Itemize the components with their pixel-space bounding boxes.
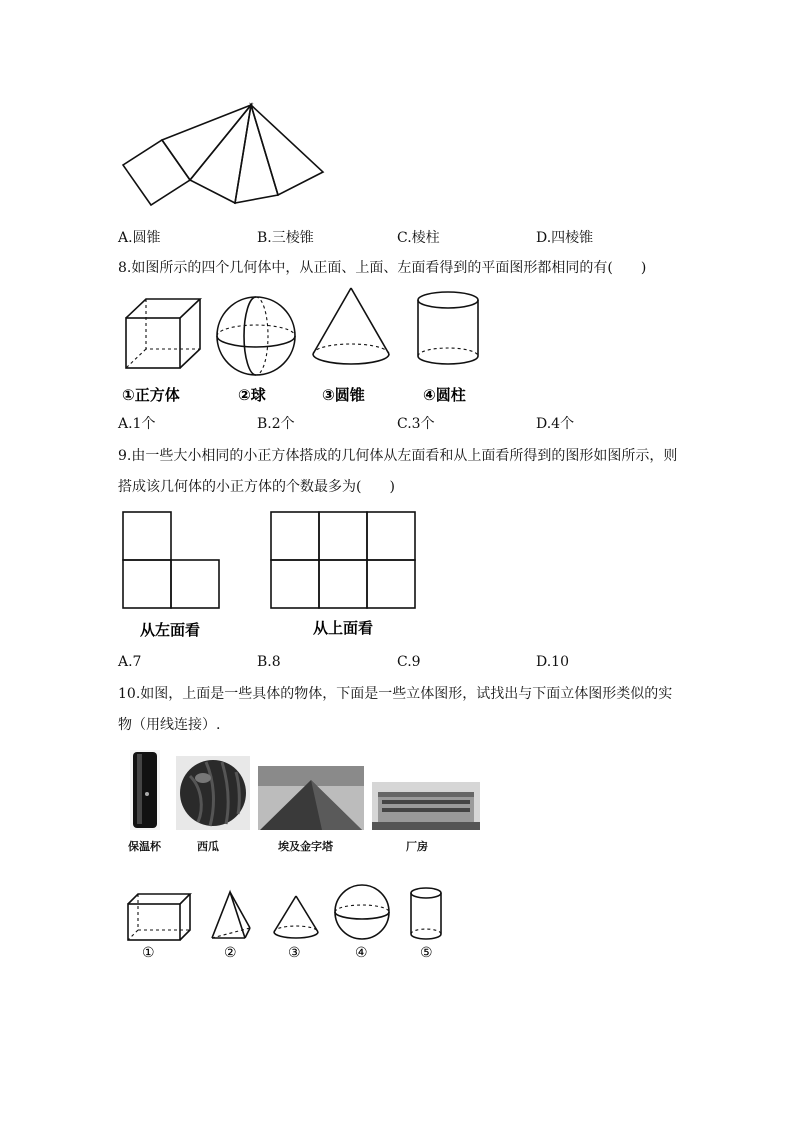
q8-stem: 8.如图所示的四个几何体中，从正面、上面、左面看得到的平面图形都相同的有( ) [118,260,647,276]
q7-option-d: D.四棱锥 [536,230,594,246]
q8-label-cone: ③圆锥 [322,386,365,404]
factory-photo [372,782,480,830]
q9-stem-line1: 9.由一些大小相同的小正方体搭成的几何体从左面看和从上面看所得到的图形如图所示，则 [118,448,678,464]
q8-label-cylinder: ④圆柱 [423,386,466,404]
label-watermelon: 西瓜 [197,840,219,853]
q8-label-sphere: ②球 [238,386,266,404]
q7-option-b: B.三棱锥 [257,230,314,246]
cylinder-solid [418,292,478,364]
small-cone-solid [274,896,318,938]
shape-label-2: ② [224,945,237,961]
shape-label-5: ⑤ [420,945,433,961]
label-factory: 厂房 [406,840,428,853]
small-sphere-solid [335,885,389,939]
q9-option-a: A.7 [118,654,142,670]
pyramid-net-figure [118,100,333,210]
shape-label-1: ① [142,945,155,961]
shape-label-3: ③ [288,945,301,961]
q8-option-a: A.1个 [118,416,156,432]
triangular-pyramid-solid [212,892,250,938]
q9-label-top-view: 从上面看 [313,619,374,637]
left-view-grid [123,512,219,608]
q9-views-figure [118,506,423,646]
label-thermos: 保温杯 [128,840,161,853]
q8-option-d: D.4个 [536,416,575,432]
q7-option-c: C.棱柱 [397,230,440,246]
q8-option-b: B.2个 [257,416,295,432]
label-pyramid: 埃及金字塔 [278,840,333,853]
q8-solids-figure [118,284,498,409]
top-view-grid [271,512,415,608]
watermelon-photo [176,756,250,830]
q9-option-b: B.8 [257,654,281,670]
cone-solid [313,288,389,364]
thermos-photo [128,750,162,830]
cube-solid [126,299,200,368]
q8-option-c: C.3个 [397,416,435,432]
q9-option-d: D.10 [536,654,569,670]
q10-stem-line1: 10.如图，上面是一些具体的物体，下面是一些立体图形，试找出与下面立体图形类似的实 [118,686,673,702]
q9-option-c: C.9 [397,654,421,670]
q7-option-a: A.圆锥 [118,230,161,246]
q8-label-cube: ①正方体 [122,386,180,404]
shape-label-4: ④ [355,945,368,961]
q10-stem-line2: 物（用线连接）. [118,717,221,733]
q9-label-left-view: 从左面看 [140,621,201,639]
q10-solids-figure [120,882,460,962]
pyramid-photo [258,766,364,830]
cuboid-solid [128,894,190,940]
small-cylinder-solid [411,888,441,939]
q9-stem-line2: 搭成该几何体的小正方体的个数最多为( ) [118,479,395,495]
sphere-solid [217,297,295,375]
